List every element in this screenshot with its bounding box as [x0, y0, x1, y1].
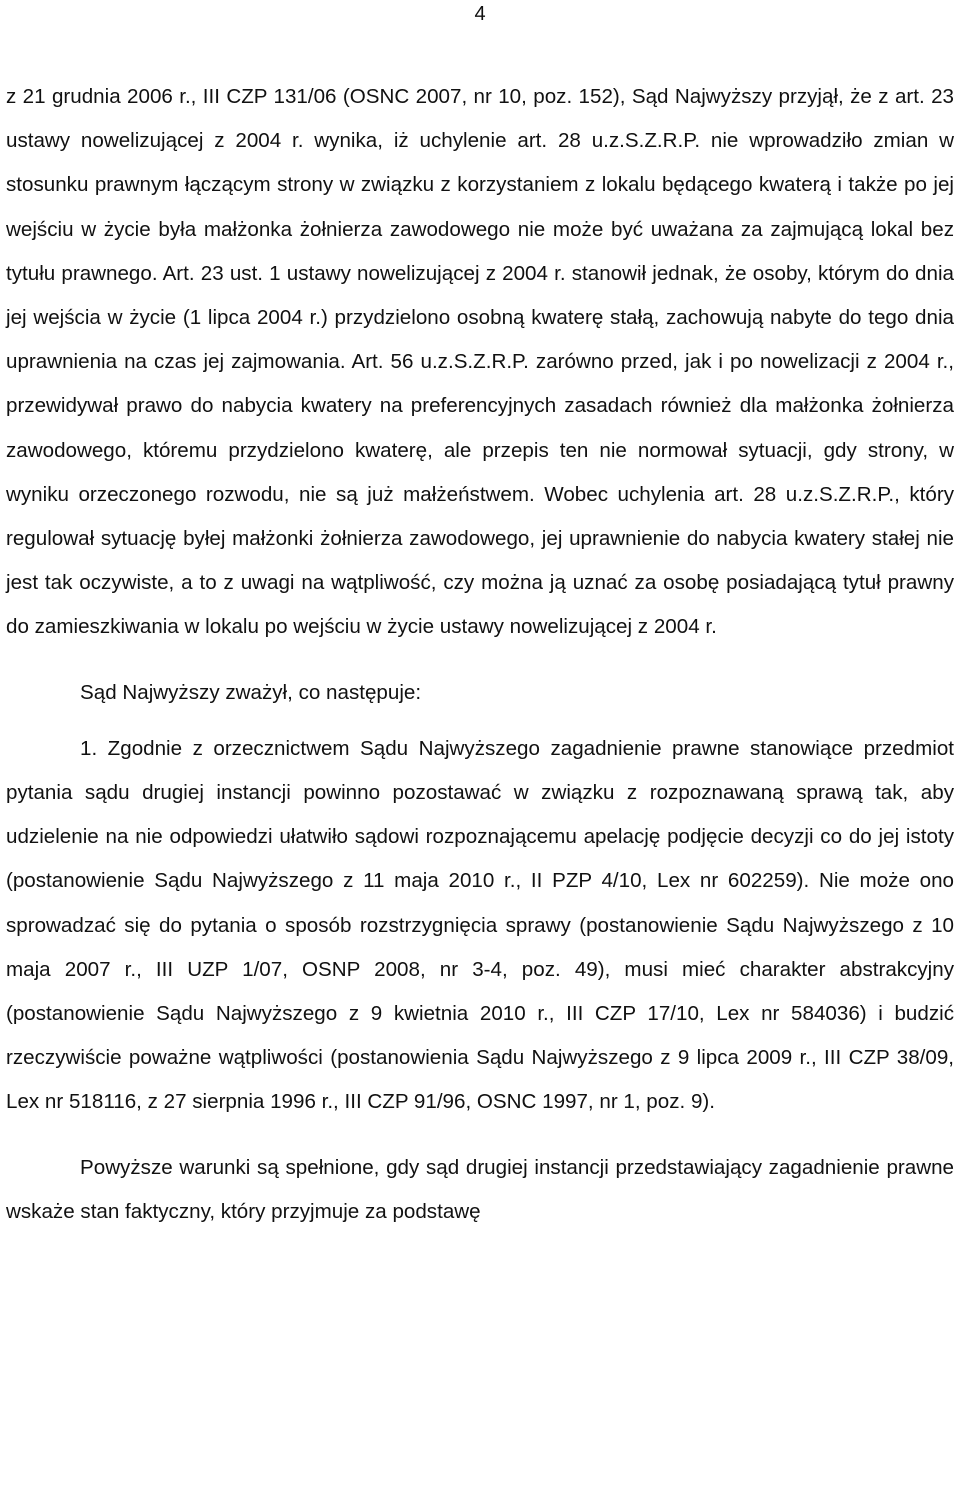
page-number: 4 — [474, 3, 486, 25]
paragraph-conditions: Powyższe warunki są spełnione, gdy sąd drugiej instancji przedstawiający zagadnienie prawne wskaże stan faktyczny, który przyjmuje za podstawę — [6, 1155, 954, 1223]
paragraph-point-1: 1. Zgodnie z orzecznictwem Sądu Najwyższego zagadnienie prawne stanowiące przedmiot pytania sądu drugiej instancji powinno pozostawać w związku z rozpoznawaną sprawą tak, aby udzielenie na nie odpowiedzi ułatwiło sądowi rozpoznającemu apelację podjęcie decyzji co do jej istoty (postanowienie Sądu Najwyższego z 11 maja 2010 r., II PZP 4/10, Lex nr 602259). Nie może ono sprowadzać się do pytania o sposób rozstrzygnięcia sprawy (postanowienie Sądu Najwyższego z 10 maja 2007 r., III UZP 1/07, OSNP 2008, nr 3-4, poz. 49), musi mieć charakter abstrakcyjny (postanowienie Sądu Najwyższego z 9 kwietnia 2010 r., III CZP 17/10, Lex nr 584036) i budzić rzeczywiście poważne wątpliwości (postanowienia Sądu Najwyższego z 9 lipca 2009 r., III CZP 38/09, Lex nr 518116, z 27 sierpnia 1996 r., III CZP 91/96, OSNC 1997, nr 1, poz. 9). — [6, 736, 954, 1114]
paragraph-case-summary: z 21 grudnia 2006 r., III CZP 131/06 (OSNC 2007, nr 10, poz. 152), Sąd Najwyższy przyjął, że z art. 23 ustawy nowelizującej z 2004 r. wynika, iż uchylenie art. 28 u.z.S.Z.R.P. nie wprowadziło zmian w stosunku prawnym łączącym strony w związku z korzystaniem z lokalu będącego kwaterą i także po jej wejściu w życie była małżonka żołnierza zawodowego nie może być uważana za zajmującą lokal bez tytułu prawnego. Art. 23 ust. 1 ustawy nowelizującej z 2004 r. stanowił jednak, że osoby, którym do dnia jej wejścia w życie (1 lipca 2004 r.) przydzielono osobną kwaterę stałą, zachowują nabyte do tego dnia uprawnienia na czas jej zajmowania. Art. 56 u.z.S.Z.R.P. zarówno przed, jak i po nowelizacji z 2004 r., przewidywał prawo do nabycia kwatery na preferencyjnych zasadach również dla małżonka żołnierza zawodowego, któremu przydzielono kwaterę, ale przepis ten nie normował sytuacji, gdy strony, w wyniku orzeczonego rozwodu, nie są już małżeństwem. Wobec uchylenia art. 28 u.z.S.Z.R.P., który regulował sytuację byłej małżonki żołnierza zawodowego, jej uprawnienie do nabycia kwatery stałej nie jest tak oczywiste, a to z uwagi na wątpliwość, czy można ją uznać za osobę posiadającą tytuł prawny do zamieszkiwania w lokalu po wejściu w życie ustawy nowelizującej z 2004 r. — [6, 85, 954, 639]
document-body — [6, 75, 954, 1234]
paragraph-court-considered: Sąd Najwyższy zważył, co następuje: — [80, 680, 422, 704]
